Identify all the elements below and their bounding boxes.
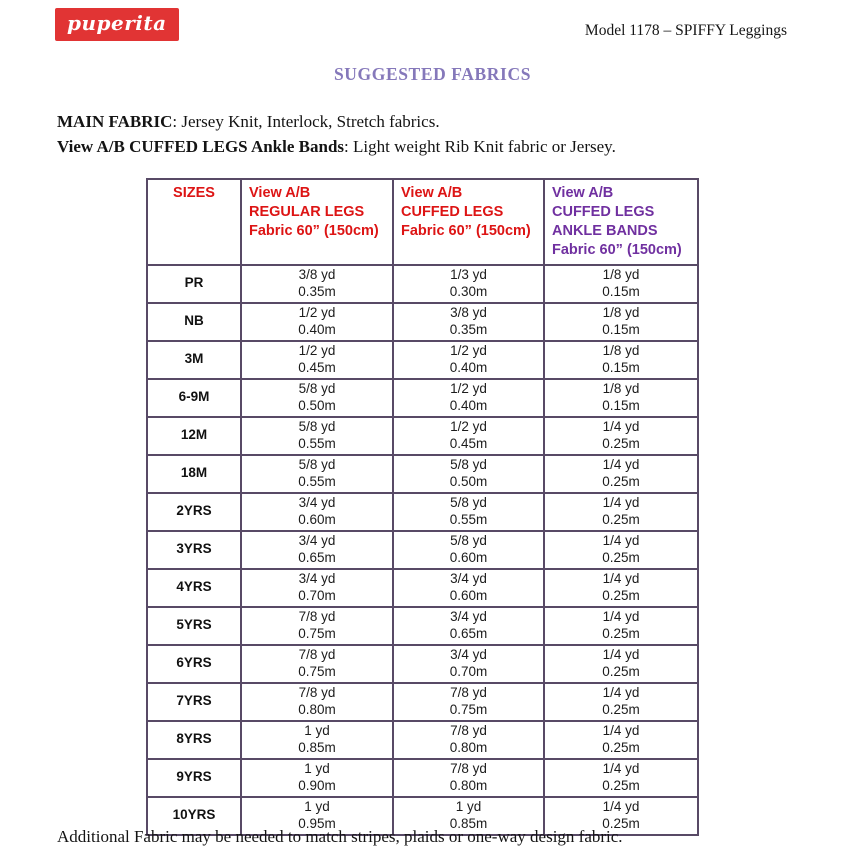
fabric-value-cell bbox=[544, 417, 698, 455]
value-line: 0.15m bbox=[602, 283, 640, 299]
value-line: 0.25m bbox=[602, 473, 640, 489]
value-line: 0.15m bbox=[602, 397, 640, 413]
value-line: 7/8 yd bbox=[450, 685, 487, 700]
value-line: 0.15m bbox=[602, 321, 640, 337]
value-line: 1/4 yd bbox=[602, 533, 640, 548]
fabric-value-cell bbox=[544, 607, 698, 645]
fabric-value-cell bbox=[393, 645, 544, 683]
value-line: 0.60m bbox=[298, 511, 336, 527]
table-row bbox=[147, 493, 698, 531]
value-line: 0.90m bbox=[298, 777, 336, 793]
value-line: 1/4 yd bbox=[602, 761, 640, 776]
value-line: 5/8 yd bbox=[450, 533, 487, 548]
value-line: 0.55m bbox=[449, 511, 488, 527]
size-cell: 12M bbox=[147, 417, 241, 455]
header-line: Fabric 60” (150cm) bbox=[249, 223, 379, 239]
value-line: 1/3 yd bbox=[450, 267, 487, 282]
value-line: 0.80m bbox=[449, 777, 488, 793]
value-line: 1/4 yd bbox=[602, 457, 640, 472]
fabric-value-cell bbox=[544, 303, 698, 341]
value-line: 1 yd bbox=[304, 799, 330, 814]
value-line: 1/8 yd bbox=[602, 343, 640, 358]
table-row bbox=[147, 759, 698, 797]
value-line: 7/8 yd bbox=[298, 609, 336, 624]
fabric-value-cell bbox=[241, 303, 393, 341]
fabric-value-cell bbox=[241, 607, 393, 645]
table-row bbox=[147, 265, 698, 303]
table-row bbox=[147, 721, 698, 759]
value-line: 1 yd bbox=[304, 761, 330, 776]
intro-text bbox=[57, 110, 616, 159]
value-line: 0.40m bbox=[449, 397, 488, 413]
header-line: ANKLE BANDS bbox=[552, 223, 658, 239]
value-line: 1/4 yd bbox=[602, 647, 640, 662]
size-cell: 10YRS bbox=[147, 797, 241, 835]
value-line: 0.70m bbox=[298, 587, 336, 603]
value-line: 0.50m bbox=[449, 473, 488, 489]
header-line: Fabric 60” (150cm) bbox=[552, 242, 682, 258]
fabric-value-cell bbox=[544, 531, 698, 569]
header-row bbox=[147, 179, 698, 265]
fabric-table-header bbox=[147, 179, 698, 265]
fabric-value-cell bbox=[544, 265, 698, 303]
value-line: 1/4 yd bbox=[602, 419, 640, 434]
value-line: 0.25m bbox=[602, 587, 640, 603]
value-line: 0.25m bbox=[602, 815, 640, 831]
fabric-value-cell bbox=[393, 493, 544, 531]
value-line: 0.25m bbox=[602, 777, 640, 793]
column-header-cuffed-legs bbox=[393, 179, 544, 265]
header-line: View A/B bbox=[552, 185, 614, 201]
size-cell: 6-9M bbox=[147, 379, 241, 417]
fabric-value-cell bbox=[544, 759, 698, 797]
fabric-value-cell bbox=[393, 379, 544, 417]
fabric-value-cell bbox=[241, 265, 393, 303]
column-header-regular-legs bbox=[241, 179, 393, 265]
fabric-value-cell bbox=[241, 455, 393, 493]
fabric-value-cell bbox=[393, 683, 544, 721]
main-fabric-line bbox=[57, 110, 616, 135]
value-line: 0.30m bbox=[449, 283, 488, 299]
value-line: 3/4 yd bbox=[298, 533, 336, 548]
table-row bbox=[147, 379, 698, 417]
fabric-value-cell bbox=[544, 569, 698, 607]
value-line: 3/4 yd bbox=[450, 609, 487, 624]
value-line: 3/8 yd bbox=[298, 267, 336, 282]
size-cell: 4YRS bbox=[147, 569, 241, 607]
fabric-value-cell bbox=[241, 417, 393, 455]
fabric-value-cell bbox=[393, 569, 544, 607]
column-header-sizes: SIZES bbox=[147, 179, 241, 265]
fabric-value-cell bbox=[393, 455, 544, 493]
size-cell: 2YRS bbox=[147, 493, 241, 531]
value-line: 1/4 yd bbox=[602, 799, 640, 814]
value-line: 3/8 yd bbox=[450, 305, 487, 320]
fabric-value-cell bbox=[393, 303, 544, 341]
value-line: 1/2 yd bbox=[450, 419, 487, 434]
value-line: 1/8 yd bbox=[602, 305, 640, 320]
value-line: 0.45m bbox=[298, 359, 336, 375]
table-row bbox=[147, 341, 698, 379]
table-row bbox=[147, 531, 698, 569]
fabric-value-cell bbox=[393, 607, 544, 645]
puperita-logo: puperita bbox=[55, 8, 179, 41]
table-row bbox=[147, 303, 698, 341]
value-line: 0.35m bbox=[449, 321, 488, 337]
size-cell: 7YRS bbox=[147, 683, 241, 721]
fabric-value-cell bbox=[393, 721, 544, 759]
fabric-value-cell bbox=[544, 493, 698, 531]
model-label: Model 1178 – SPIFFY Leggings bbox=[584, 22, 787, 39]
value-line: 1/4 yd bbox=[602, 609, 640, 624]
fabric-value-cell bbox=[544, 721, 698, 759]
value-line: 1/4 yd bbox=[602, 495, 640, 510]
value-line: 0.40m bbox=[298, 321, 336, 337]
value-line: 1/2 yd bbox=[298, 305, 336, 320]
value-line: 3/4 yd bbox=[450, 647, 487, 662]
value-line: 1/4 yd bbox=[602, 685, 640, 700]
value-line: 0.15m bbox=[602, 359, 640, 375]
value-line: 7/8 yd bbox=[298, 685, 336, 700]
value-line: 0.25m bbox=[602, 663, 640, 679]
value-line: 1/8 yd bbox=[602, 267, 640, 282]
table-row bbox=[147, 645, 698, 683]
fabric-value-cell bbox=[393, 759, 544, 797]
table-row bbox=[147, 569, 698, 607]
table-row bbox=[147, 417, 698, 455]
value-line: 0.50m bbox=[298, 397, 336, 413]
value-line: 0.95m bbox=[298, 815, 336, 831]
value-line: 0.55m bbox=[298, 435, 336, 451]
value-line: 0.25m bbox=[602, 625, 640, 641]
value-line: 3/4 yd bbox=[298, 495, 336, 510]
header-line: CUFFED LEGS bbox=[552, 204, 655, 220]
value-line: 0.35m bbox=[298, 283, 336, 299]
value-line: 0.45m bbox=[449, 435, 488, 451]
value-line: 3/4 yd bbox=[450, 571, 487, 586]
column-header-ankle-bands bbox=[544, 179, 698, 265]
fabric-value-cell bbox=[241, 645, 393, 683]
fabric-value-cell bbox=[393, 531, 544, 569]
value-line: 0.25m bbox=[602, 739, 640, 755]
ankle-bands-rest: : Light weight Rib Knit fabric or Jersey. bbox=[344, 136, 616, 156]
value-line: 3/4 yd bbox=[298, 571, 336, 586]
fabric-table-body bbox=[147, 265, 698, 835]
page-title: SUGGESTED FABRICS bbox=[333, 64, 532, 84]
value-line: 1 yd bbox=[455, 799, 482, 814]
table-row bbox=[147, 455, 698, 493]
value-line: 0.60m bbox=[449, 549, 488, 565]
ankle-bands-line bbox=[57, 135, 616, 160]
size-cell: 8YRS bbox=[147, 721, 241, 759]
value-line: 1 yd bbox=[304, 723, 330, 738]
size-cell: 6YRS bbox=[147, 645, 241, 683]
value-line: 0.70m bbox=[449, 663, 488, 679]
value-line: 0.75m bbox=[298, 625, 336, 641]
value-line: 0.75m bbox=[449, 701, 488, 717]
table-row bbox=[147, 607, 698, 645]
value-line: 0.85m bbox=[298, 739, 336, 755]
ankle-bands-lead: View A/B CUFFED LEGS Ankle Bands bbox=[57, 136, 345, 156]
size-cell: NB bbox=[147, 303, 241, 341]
value-line: 5/8 yd bbox=[450, 495, 487, 510]
fabric-value-cell bbox=[544, 645, 698, 683]
value-line: 0.25m bbox=[602, 435, 640, 451]
fabric-value-cell bbox=[241, 493, 393, 531]
size-cell: 3M bbox=[147, 341, 241, 379]
size-cell: PR bbox=[147, 265, 241, 303]
value-line: 7/8 yd bbox=[450, 723, 487, 738]
fabric-value-cell bbox=[544, 683, 698, 721]
footer-note: Additional Fabric may be needed to match stripes, plaids or one-way design fabric. bbox=[57, 827, 623, 846]
value-line: 0.55m bbox=[298, 473, 336, 489]
fabric-value-cell bbox=[393, 265, 544, 303]
header-line: Fabric 60” (150cm) bbox=[401, 223, 531, 239]
value-line: 0.80m bbox=[449, 739, 488, 755]
header-line: View A/B bbox=[249, 185, 311, 201]
size-cell: 18M bbox=[147, 455, 241, 493]
fabric-value-cell bbox=[544, 341, 698, 379]
value-line: 0.65m bbox=[449, 625, 488, 641]
value-line: 5/8 yd bbox=[298, 381, 336, 396]
value-line: 1/2 yd bbox=[298, 343, 336, 358]
value-line: 5/8 yd bbox=[450, 457, 487, 472]
table-row bbox=[147, 683, 698, 721]
value-line: 0.40m bbox=[449, 359, 488, 375]
value-line: 1/4 yd bbox=[602, 723, 640, 738]
fabric-value-cell bbox=[241, 683, 393, 721]
main-fabric-lead: MAIN FABRIC bbox=[57, 112, 173, 131]
fabric-value-cell bbox=[241, 379, 393, 417]
value-line: 0.25m bbox=[602, 511, 640, 527]
value-line: 0.85m bbox=[449, 815, 488, 831]
value-line: 0.25m bbox=[602, 549, 640, 565]
value-line: 7/8 yd bbox=[450, 761, 487, 776]
size-cell: 9YRS bbox=[147, 759, 241, 797]
fabric-value-cell bbox=[241, 569, 393, 607]
fabric-value-cell bbox=[544, 455, 698, 493]
size-cell: 5YRS bbox=[147, 607, 241, 645]
fabric-value-cell bbox=[241, 341, 393, 379]
value-line: 0.75m bbox=[298, 663, 336, 679]
header-line: REGULAR LEGS bbox=[249, 204, 365, 220]
fabric-value-cell bbox=[241, 721, 393, 759]
value-line: 7/8 yd bbox=[298, 647, 336, 662]
value-line: 0.25m bbox=[602, 701, 640, 717]
fabric-value-cell bbox=[544, 379, 698, 417]
fabric-value-cell bbox=[241, 531, 393, 569]
value-line: 0.65m bbox=[298, 549, 336, 565]
value-line: 0.60m bbox=[449, 587, 488, 603]
value-line: 1/2 yd bbox=[450, 381, 487, 396]
value-line: 1/8 yd bbox=[602, 381, 640, 396]
size-cell: 3YRS bbox=[147, 531, 241, 569]
header-line: View A/B bbox=[401, 185, 463, 201]
value-line: 5/8 yd bbox=[298, 419, 336, 434]
fabric-value-cell bbox=[393, 417, 544, 455]
fabric-value-cell bbox=[393, 341, 544, 379]
value-line: 0.80m bbox=[298, 701, 336, 717]
value-line: 1/2 yd bbox=[450, 343, 487, 358]
fabric-value-cell bbox=[241, 759, 393, 797]
main-fabric-rest: : Jersey Knit, Interlock, Stretch fabrics. bbox=[172, 112, 440, 131]
header-line: CUFFED LEGS bbox=[401, 204, 504, 220]
fabric-requirements-table bbox=[146, 178, 699, 836]
value-line: 1/4 yd bbox=[602, 571, 640, 586]
value-line: 5/8 yd bbox=[298, 457, 336, 472]
